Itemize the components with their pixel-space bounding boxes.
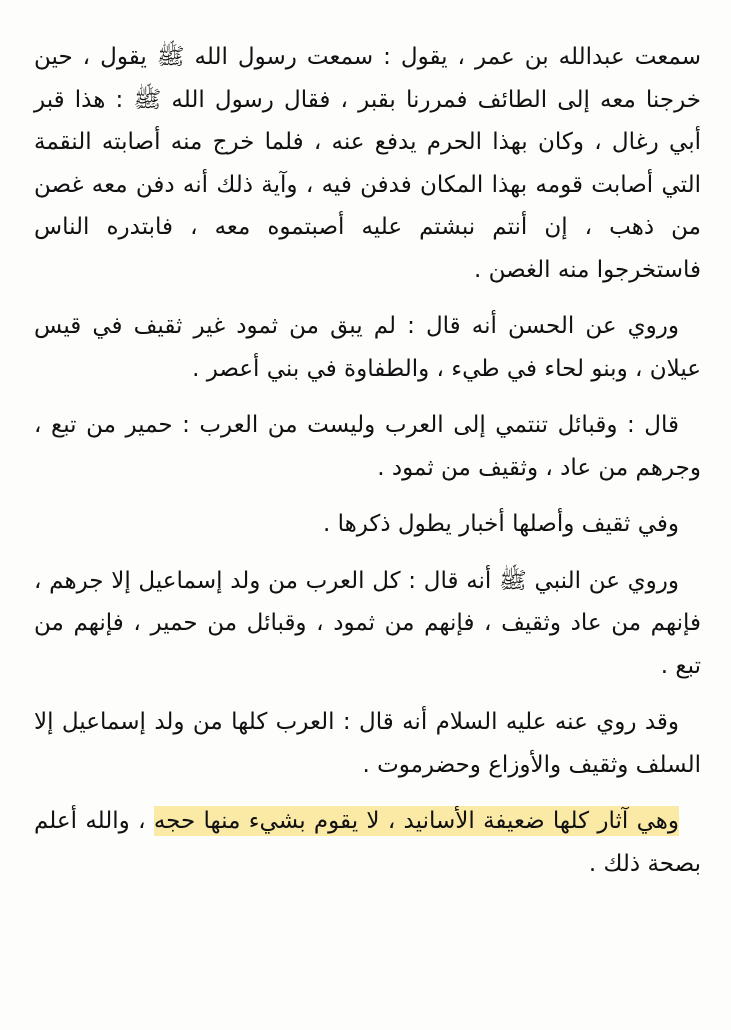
paragraph-4: وفي ثقيف وأصلها أخبار يطول ذكرها . (322, 511, 679, 537)
page-text (34, 36, 701, 899)
highlighted-text: وهي آثار كلها ضعيفة الأسانيد ، لا يقوم بشيء منها حجه (153, 808, 680, 834)
paragraph-7 (34, 800, 701, 885)
paragraph-5: وروي عن النبي ﷺ أنه قال : كل العرب من ولد إسماعيل إلا جرهم ، فإنهم من عاد وثقيف ، فإنهم من ثمود ، وقبائل من حمير ، فإنهم من تبع . (34, 567, 701, 679)
paragraph-1: سمعت عبدالله بن عمر ، يقول : سمعت رسول الله ﷺ يقول ، حين خرجنا معه إلى الطائف فمررنا بقبر ، فقال رسول الله ﷺ : هذا قبر أبي رغال ، وكان بهذا الحرم يدفع عنه ، فلما خرج منه أصابته النقمة التي أصابت قومه بهذا المكان فدفن فيه ، وآية ذلك أنه دفن معه غصن من ذهب ، إن أنتم نبشتم عليه أصبتموه معه ، فابتدره الناس فاستخرجوا منه الغصن . (34, 44, 701, 283)
paragraph-3: قال : وقبائل تنتمي إلى العرب وليست من العرب : حمير من تبع ، وجرهم من عاد ، وثقيف من ثمود . (34, 412, 701, 481)
paragraph-7-rest: ، والله أعلم بصحة ذلك . (34, 808, 701, 877)
paragraph-2: وروي عن الحسن أنه قال : لم يبق من ثمود غير ثقيف في قيس عيلان ، وبنو لحاء في طيء ، والطفاوة في بني أعصر . (34, 313, 701, 382)
paragraph-6: وقد روي عنه عليه السلام أنه قال : العرب كلها من ولد إسماعيل إلا السلف وثقيف والأوزاع وحضرموت . (34, 709, 701, 778)
